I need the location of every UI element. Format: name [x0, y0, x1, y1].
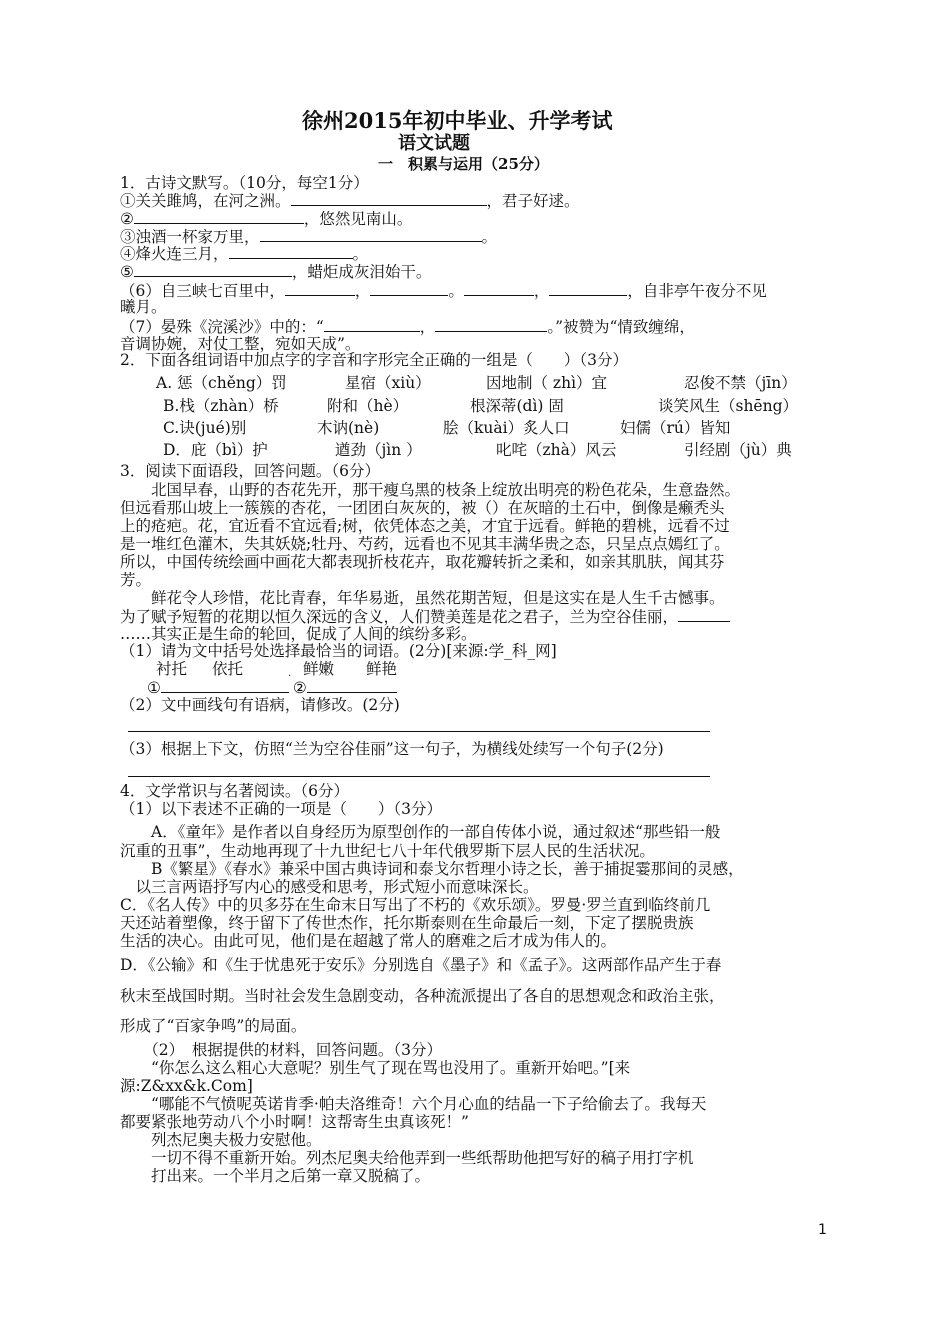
q1-l6-text-2: ，自非亭午夜分不见	[627, 282, 767, 300]
q1-l4-text: ④烽火连三月，	[120, 245, 229, 263]
q3-stem: 3．阅读下面语段，回答问题。（6分）	[120, 462, 380, 480]
q3-answer-2-num: ②	[292, 679, 307, 697]
q3-passage-line: ……其实正是生命的轮回，促成了人间的缤纷多彩。	[120, 625, 477, 643]
q2-option-c-4: 妇儒（rú）皆知	[620, 419, 731, 437]
q1-l6-comma-2: ，	[533, 282, 550, 300]
q1-stem: 1．古诗文默写。（10分，每空1分）	[120, 174, 369, 192]
answer-blank[interactable]	[324, 316, 420, 332]
q4-option-b: 以三言两语抒写内心的感受和思考，形式短小而意味深长。	[120, 878, 539, 896]
q1-l6-period: 。	[448, 282, 464, 300]
section-heading: 一 积累与运用（25分）	[378, 155, 549, 173]
q3-passage-line: 所以，中国传统绘画中画花大都表现折枝花卉，取花瓣转折之柔和，如亲其肌肤，闻其芬	[120, 553, 725, 571]
q2-option-d-1: D．庇（bì）护	[163, 441, 268, 459]
q4-option-c: 生活的决心。由此可见，他们是在超越了常人的磨难之后才成为伟人的。	[120, 932, 617, 950]
answer-blank[interactable]	[229, 243, 353, 259]
q4-option-a: A．《童年》是作者以自身经历为原型创作的一部自传体小说，通过叙述“那些铅一般	[120, 823, 721, 841]
answer-blank[interactable]	[285, 280, 355, 296]
q3-passage-line: 鲜花令人珍惜，花比青春，年华易逝，虽然花期苦短，但是这实在是人生千古憾事。	[120, 589, 725, 607]
q4-subq-2: （2） 根据提供的材料，回答问题。（3分）	[120, 1041, 442, 1059]
answer-line[interactable]	[128, 731, 710, 732]
answer-blank[interactable]	[291, 190, 487, 206]
answer-blank[interactable]	[464, 280, 534, 296]
q2-option-a-1: A. 惩（chěng）罚	[156, 374, 287, 392]
q3-subq-2: （2）文中画线句有语病，请修改。(2分)	[120, 696, 400, 714]
q1-l5-text: ，蜡炬成灰泪始干。	[291, 263, 432, 281]
q3-passage-text: 为了赋予短暂的花期以恒久深远的含义，人们赞美莲是花之君子，兰为空谷佳丽，	[120, 608, 679, 626]
q1-l7-text: （7）晏殊《浣溪沙》中的：“	[120, 318, 324, 336]
q1-line-5	[120, 261, 431, 282]
q1-l5-num: ⑤	[120, 263, 134, 281]
q2-option-c-3: 脍（kuài）炙人口	[443, 419, 570, 437]
q1-l4-end: 。	[352, 245, 369, 263]
q4-option-d: D．《公输》和《生于忧患死于安乐》分别选自《墨子》和《孟子》。这两部作品产生于春	[120, 956, 722, 974]
q4-option-d: 秋末至战国时期。当时社会发生急剧变动，各种流派提出了各自的思想观念和政治主张，	[120, 987, 725, 1005]
q3-word-3: 鲜嫩	[303, 660, 335, 678]
q3-word-2: 依托	[212, 660, 244, 678]
answer-blank[interactable]	[678, 606, 730, 622]
q4-subq-1: （1）以下表述不正确的一项是（ ）（3分）	[120, 800, 442, 818]
q3-word-1: 衬托	[156, 660, 188, 678]
q2-option-b-2: 附和（hè）	[327, 397, 409, 415]
q4-material-line: 打出来。一个半月之后第一章又脱稿了。	[120, 1167, 431, 1185]
q2-option-c-1: C.诀(jué)别	[163, 419, 247, 437]
q3-word-4: 鲜艳	[366, 660, 398, 678]
q2-stem: 2．下面各组词语中加点字的字音和字形完全正确的一组是（ ）（3分）	[120, 351, 628, 369]
q1-line-6b: 曦月。	[120, 298, 167, 316]
q1-l7-text-2: 。”被赞为“情致缠绵，	[547, 318, 695, 336]
q1-l1-text: ①关关雎鸠，在河之洲。	[120, 192, 291, 210]
q2-option-b-1: B.栈（zhàn）桥	[163, 397, 279, 415]
q1-l2-text: ，悠然见南山。	[303, 210, 413, 228]
q2-option-d-3: 叱咤（zhà）风云	[496, 441, 617, 459]
q2-option-d-4: 引经剧（jù）典	[684, 441, 792, 459]
answer-blank[interactable]	[549, 280, 627, 296]
q3-passage-line: 但远看那山坡上一簇簇的杏花，一团团白灰灰的，被（）在灰暗的土石中，倒像是癞秃头	[120, 499, 725, 517]
q1-l6-text: （6）自三峡七百里中，	[120, 282, 285, 300]
q2-option-a-3: 因地制（ zhì）宜	[486, 374, 608, 392]
q4-material-line: 源:Z&xx&k.Com]	[120, 1077, 253, 1095]
q4-option-a: 沉重的丑事”，生动地再现了十九世纪七八十年代俄罗斯下层人民的生活状况。	[120, 842, 655, 860]
q4-option-b: B《繁星》《春水》兼采中国古典诗词和泰戈尔哲理小诗之长，善于捕捉霎那间的灵感，	[120, 860, 744, 878]
answer-line[interactable]	[128, 776, 710, 777]
q4-material-line: “你怎么这么粗心大意呢？别生气了现在骂也没用了。重新开始吧。”[来	[120, 1059, 631, 1077]
q1-l2-num: ②	[120, 210, 134, 228]
q1-line-6	[120, 280, 767, 301]
q3-passage-line: 上的疮疤。花，宜近看不宜远看;树，依凭体态之美，才宜于远看。鲜艳的碧桃，远看不过	[120, 517, 730, 535]
answer-blank[interactable]	[134, 261, 292, 277]
q3-subq-3: （3）根据上下文，仿照“兰为空谷佳丽”这一句子，为横线处续写一个句子(2分)	[120, 740, 664, 758]
q3-subq-1: （1）请为文中括号处选择最恰当的词语。(2分)[来源:学_科_网]	[120, 642, 557, 660]
answer-blank[interactable]	[161, 677, 289, 693]
q2-option-b-4: 谈笑风生（shēng）	[658, 397, 799, 415]
q4-material-line: 列杰尼奥夫极力安慰他。	[120, 1131, 322, 1149]
q3-passage-line: 是一堆红色灌木，失其妖娆;牡丹、芍药，远看也不见其丰满华贵之态，只呈点点嫣红了。	[120, 535, 730, 553]
answer-blank[interactable]	[260, 226, 482, 242]
q3-passage-line: 北国早春，山野的杏花先开，那干瘦乌黑的枝条上绽放出明亮的粉色花朵，生意盎然。	[120, 481, 741, 499]
q1-l1-text-2: ，君子好逑。	[486, 192, 580, 210]
answer-blank[interactable]	[370, 280, 448, 296]
answer-blank[interactable]	[435, 316, 547, 332]
q1-l3-end: 。	[481, 228, 498, 246]
exam-title: 徐州2015年初中毕业、升学考试	[302, 108, 613, 133]
q2-option-a-2: 星宿（xiù）	[345, 374, 431, 392]
q4-option-c: 天还站着塑像，终于留下了传世杰作，托尔斯泰则在生命最后一刻，下定了摆脱贵族	[120, 914, 694, 932]
q1-l7-comma: ，	[419, 318, 436, 336]
q3-answer-1-num: ①	[147, 679, 161, 697]
q2-option-a-4: 忍俊不禁（jīn）	[684, 374, 797, 392]
q4-material-line: 都要紧张地劳动八个小时啊！这帮寄生虫真该死！”	[120, 1113, 469, 1131]
q4-option-c: C．《名人传》中的贝多芬在生命末日写出了不朽的《欢乐颂》。罗曼·罗兰直到临终前几	[120, 896, 711, 914]
emphasis-dot: .	[288, 668, 292, 679]
q1-l6-comma: ，	[354, 282, 371, 300]
q3-passage-line: 芳。	[120, 571, 152, 589]
q2-option-c-2: 木讷(nè)	[317, 419, 380, 437]
q4-stem: 4．文学常识与名著阅读。（6分）	[120, 782, 349, 800]
q2-option-b-3: 根深蒂(dì) 固	[470, 397, 564, 415]
answer-blank[interactable]	[134, 208, 304, 224]
q1-line-7b: 音调协婉，对仗工整，宛如天成”。	[120, 335, 361, 353]
exam-subtitle: 语文试题	[398, 133, 470, 154]
page-number: 1	[818, 1222, 827, 1238]
q4-option-d: 形成了“百家争鸣”的局面。	[120, 1017, 307, 1035]
q4-material-line: 一切不得不重新开始。列杰尼奥夫给他弄到一些纸帮助他把写好的稿子用打字机	[120, 1149, 694, 1167]
q4-material-line: “哪能不气愤呢英诺肯季·帕夫洛维奇！六个月心血的结晶一下子给偷去了。我每天	[120, 1095, 707, 1113]
answer-blank[interactable]	[307, 677, 397, 693]
q2-option-d-2: 遒劲（jìn ）	[335, 441, 422, 459]
q1-l3-text: ③浊酒一杯家万里，	[120, 228, 260, 246]
